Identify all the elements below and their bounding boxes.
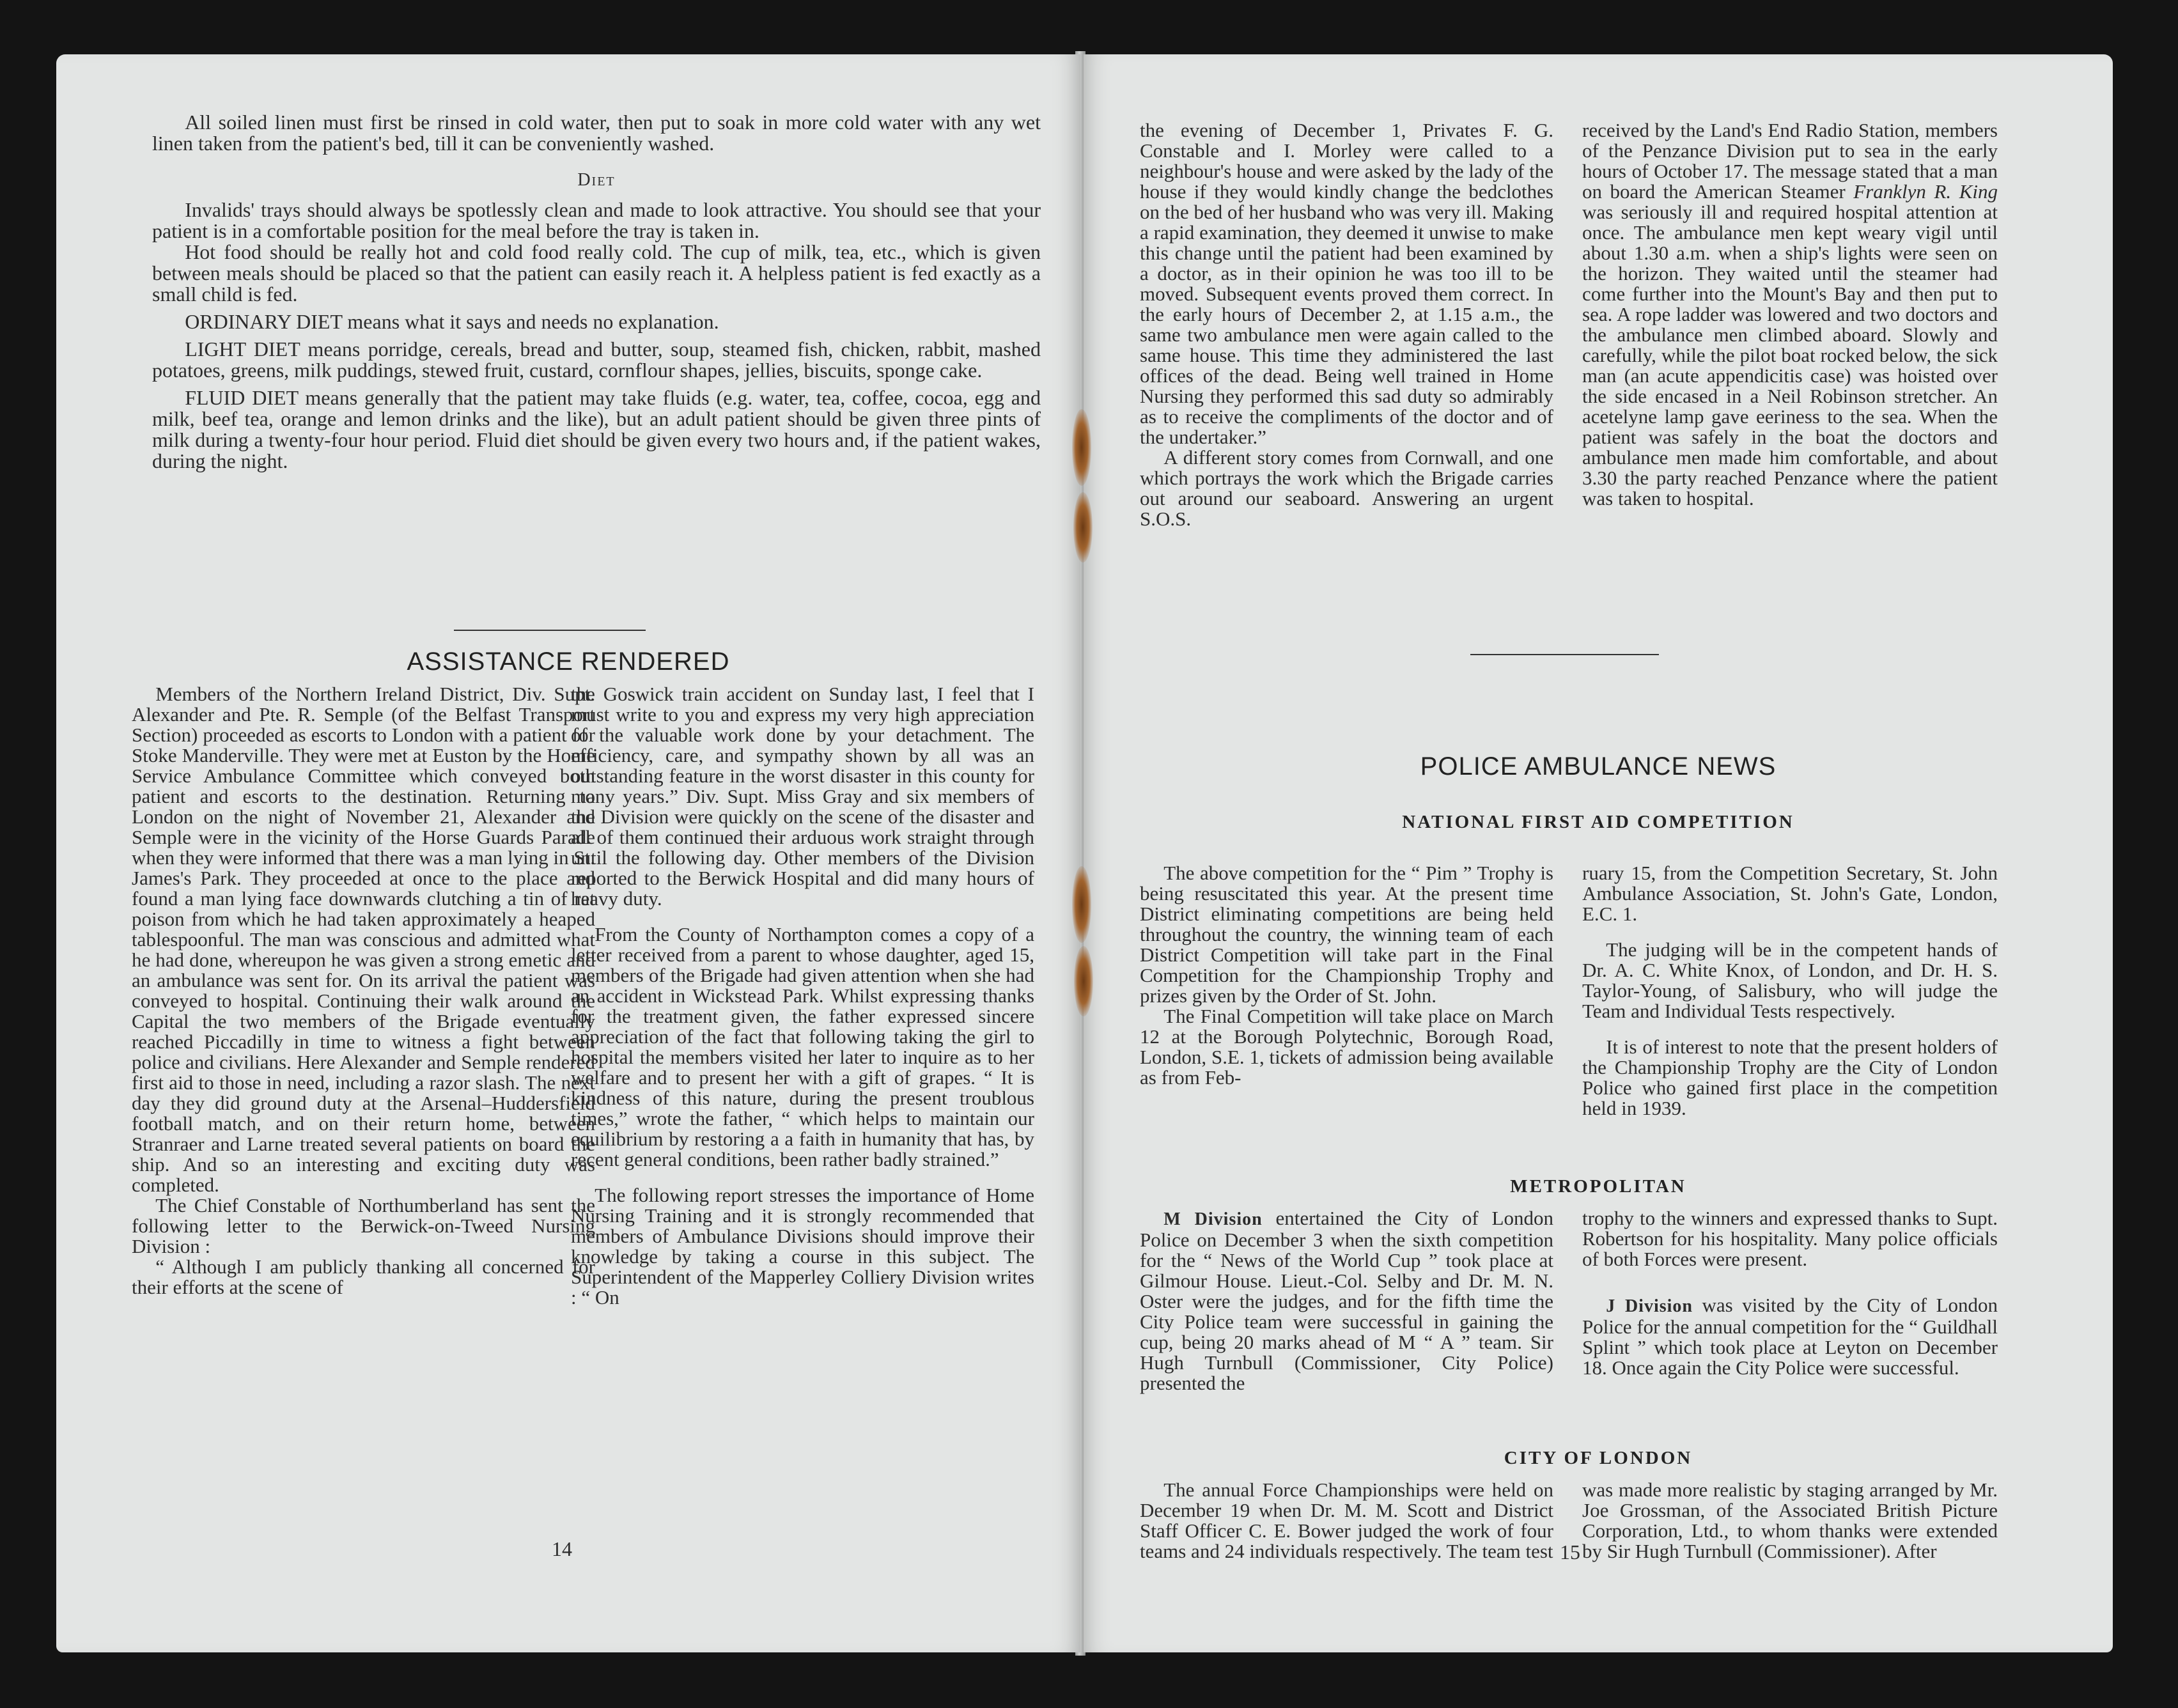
national-column-1 — [1140, 863, 1553, 1088]
col2-para-2: From the County of Northampton comes a copy of a letter received from a parent to whose daughter, aged 15, members of the Brigade had given attention when she had an accident in Wickstead Park. Whilst expressing thanks for the treatment given, the father expressed sincere appreciation of the fact that following taking the girl to hospital the members visited her later to inquire as to her welfare and to present her with a gift of grapes. “ It is kindness of this nature, during the present troublous times,” wrote the father, “ which helps to maintain our equilibrium by restoring a a faith in humanity that has, by recent general conditions, been rather badly strained.” — [571, 923, 1034, 1170]
right-top-column-1 — [1140, 120, 1553, 529]
right-top-para-3: received by the Land's End Radio Station, members of the Penzance Division put to sea in the early hours of October 17. The message stated that a man on board the American Steamer Franklyn R. King was seriously ill and required hospital attention at once. The ambulance men kept weary vigil until about 1.30 a.m. when a ship's lights were seen on the horizon. They waited until the steamer had come further into the Mount's Bay and then put to sea. A rope ladder was lowered and two doctors and the ambulance men climbed aboard. Slowly and carefully, while the pilot boat rocked below, the sick man (an acute appendicitis case) was hoisted over the side encased in a Neil Robinson stretcher. An acetelyne lamp gave eeriness to the sea. When the patient was safely in the boat the doctors and ambulance men made him comfortable, and about 3.30 the party reached Penzance where the patient was taken to hospital. — [1582, 119, 1998, 509]
j-division-label: J Division — [1606, 1296, 1693, 1316]
col2-para-1: the Goswick train accident on Sunday last, I feel that I must write to you and express my very high appreciation of the valuable work done by your detachment. The efficiency, care, and sympathy shown by all was an outstanding feature in the worst disaster in this county for many years.” Div. Supt. Miss Gray and six members of the Division were quickly on the scene of the disaster and all of them continued their arduous work straight through until the following day. Other members of the Division reported to the Berwick Hospital and did many hours of heavy duty. — [571, 683, 1034, 910]
police-news-heading: POLICE AMBULANCE NEWS — [1420, 752, 1777, 780]
rust-stain — [1073, 492, 1093, 563]
metropolitan-column-1 — [1140, 1208, 1553, 1394]
metropolitan-column-2 — [1582, 1208, 1998, 1378]
national-para-2: The Final Competition will take place on March 12 at the Borough Polytechnic, Borough Road, London, S.E. 1, tickets of admission being available as from Feb- — [1140, 1005, 1553, 1089]
col2-para-3: The following report stresses the importance of Home Nursing Training and it is strongly recommended that members of Ambulance Divisions should improve their knowledge by taking a course in this subject. The Superintendent of the Mapperley Colliery Division writes : “ On — [571, 1184, 1034, 1308]
m-division-para: M Division entertained the City of London Police on December 3 when the sixth competition for the “ News of the World Cup ” took place at Gilmour House. Lieut.-Col. Selby and Dr. M. N. Oster were the judges, and for the fifth time the City Police team were successful in gaining the cup, being 20 marks ahead of M “ A ” team. Sir Hugh Turnbull (Commissioner, City Police) presented the — [1140, 1207, 1553, 1394]
metropolitan-para-2: trophy to the winners and expressed thanks to Supt. Robertson for his hospitality. Many police officials of both Forces were present. — [1582, 1207, 1998, 1270]
left-column-2 — [571, 684, 1034, 1308]
diet-para-4: LIGHT DIET means porridge, cereals, bread and butter, soup, steamed fish, chicken, rabbit, mashed potatoes, greens, milk puddings, stewed fruit, custard, cornflour shapes, jellies, biscuits, sponge cake. — [152, 338, 1041, 382]
linen-paragraph: All soiled linen must first be rinsed in cold water, then put to soak in more cold water with any wet linen taken from the patient's bed, till it can be conveniently washed. — [152, 111, 1041, 155]
col1-para-1: Members of the Northern Ireland District, Div. Supt. Alexander and Pte. R. Semple (of the Belfast Transport Section) proceeded as escorts to London with a patient for Stoke Manderville. They were met at Euston by the Home Service Ambulance Committee which conveyed both patient and escorts to the destination. Returning to London on the night of November 21, Alexander and Semple were in the vicinity of the Horse Guards Parade when they were informed that there was a man lying in St. James's Park. They proceeded at once to the place and found a man lying face downwards clutching a tin of rat poison from which he had taken approximately a heaped tablespoonful. The man was conscious and admitted what he had done, whereupon he was given a strong emetic and an ambulance was sent for. On its arrival the patient was conveyed to hospital. Continuing their walk around the Capital the two members of the Brigade eventually reached Piccadilly in time to witness a fight between police and civilians. Here Alexander and Semple rendered first aid to those in need, including a razor slash. The next day they did ground duty at the Arsenal–Huddersfield football match, and on their return home, between Stranraer and Larne treated several patients on board the ship. And so an interesting and exciting duty was completed. — [132, 683, 595, 1196]
col1-para-2: The Chief Constable of Northumberland has sent the following letter to the Berwick-on-Tweed Nursing Division : — [132, 1194, 595, 1257]
diet-heading: Diet — [577, 170, 616, 190]
col1-para-3: “ Although I am publicly thanking all concerned for their efforts at the scene of — [132, 1255, 595, 1298]
right-top-para-2: A different story comes from Cornwall, and one which portrays the work which the Brigade carries out around our seaboard. Answering an urgent S.O.S. — [1140, 446, 1553, 530]
diet-para-5: FLUID DIET means generally that the patient may take fluids (e.g. water, tea, coffee, cocoa, egg and milk, beef tea, orange and lemon drinks and the like), but an adult patient should be given three pints of milk during a twenty-four hour period. Fluid diet should be given every two hours and, if the patient wakes, during the night. — [152, 386, 1041, 472]
j-division-para: J Division was visited by the City of London Police for the annual competition for the “ Guildhall Splint ” which took place at Leyton on December 18. Once again the City Police were successful. — [1582, 1294, 1998, 1379]
diet-para-3: ORDINARY DIET means what it says and needs no explanation. — [185, 310, 719, 333]
london-para-2: was made more realistic by staging arranged by Mr. Joe Grossman, of the Associated British Picture Corporation, Ltd., to whom thanks were extended by Sir Hugh Turnbull (Commissioner). After — [1582, 1479, 1998, 1562]
section-divider-right — [1470, 654, 1659, 655]
national-para-1: The above competition for the “ Pim ” Trophy is being resuscitated this year. At the present time District eliminating competitions are being held throughout the country, the winning team of each District Competition will take part in the Final Competition for the Championship Trophy and prizes given by the Order of St. John. — [1140, 862, 1553, 1007]
section-divider — [454, 630, 646, 631]
national-para-3: ruary 15, from the Competition Secretary, St. John Ambulance Association, St. John's Gate, London, E.C. 1. — [1582, 862, 1998, 925]
ship-name: Franklyn R. King — [1853, 180, 1998, 203]
london-column-2 — [1582, 1480, 1998, 1562]
national-column-2 — [1582, 863, 1998, 1119]
london-para-1: The annual Force Championships were held on December 19 when Dr. M. M. Scott and District Staff Officer C. E. Bower judged the work of four teams and 24 individuals respectively. The team test — [1140, 1479, 1553, 1562]
rust-stain — [1074, 946, 1093, 1016]
page-number-right: 15 — [1560, 1541, 1580, 1564]
diet-para-1: Invalids' trays should always be spotlessly clean and made to look attractive. You should see that your patient is in a comfortable position for the meal before the tray is taken in. — [152, 198, 1041, 242]
m-division-label: M Division — [1163, 1209, 1263, 1229]
left-page — [56, 54, 1080, 1652]
right-top-column-2 — [1582, 120, 1998, 509]
metropolitan-heading: METROPOLITAN — [1510, 1176, 1686, 1197]
top-section — [152, 112, 1041, 472]
london-column-1 — [1140, 1480, 1553, 1562]
rust-stain — [1072, 866, 1091, 943]
national-para-5: It is of interest to note that the present holders of the Championship Trophy are the City of London Police who gained first place in the competition held in 1939. — [1582, 1036, 1998, 1119]
right-top-para-1: the evening of December 1, Privates F. G. Constable and I. Morley were called to a neighbour's house and were asked by the lady of the house if they would kindly change the bedclothes on the bed of her husband who was very ill. Making a rapid examination, they deemed it unwise to make this change until the patient had been examined by a doctor, as in their opinion he was too ill to be moved. Subsequent events proved them correct. In the early hours of December 2, at 1.15 a.m., the same two ambulance men were again called to the same house. This time they administered the last offices of the dead. Being well trained in Home Nursing they performed this sad duty so admirably as to receive the compliments of the doctor and of the undertaker.” — [1140, 119, 1553, 448]
diet-para-2: Hot food should be really hot and cold food really cold. The cup of milk, tea, etc., which is given between meals should be placed so that the patient can easily reach it. A helpless patient is fed exactly as a small child is fed. — [152, 240, 1041, 306]
national-competition-heading: NATIONAL FIRST AID COMPETITION — [1402, 812, 1794, 832]
rust-stain — [1072, 409, 1091, 486]
section-heading: ASSISTANCE RENDERED — [407, 648, 730, 676]
right-page — [1084, 54, 2113, 1652]
left-column-1 — [132, 684, 595, 1298]
page-number-left: 14 — [552, 1537, 572, 1560]
national-para-4: The judging will be in the competent hands of Dr. A. C. White Knox, of London, and Dr. H. S. Taylor-Young, of Salisbury, who will judge the Team and Individual Tests respectively. — [1582, 938, 1998, 1022]
city-of-london-heading: CITY OF LONDON — [1504, 1448, 1693, 1468]
